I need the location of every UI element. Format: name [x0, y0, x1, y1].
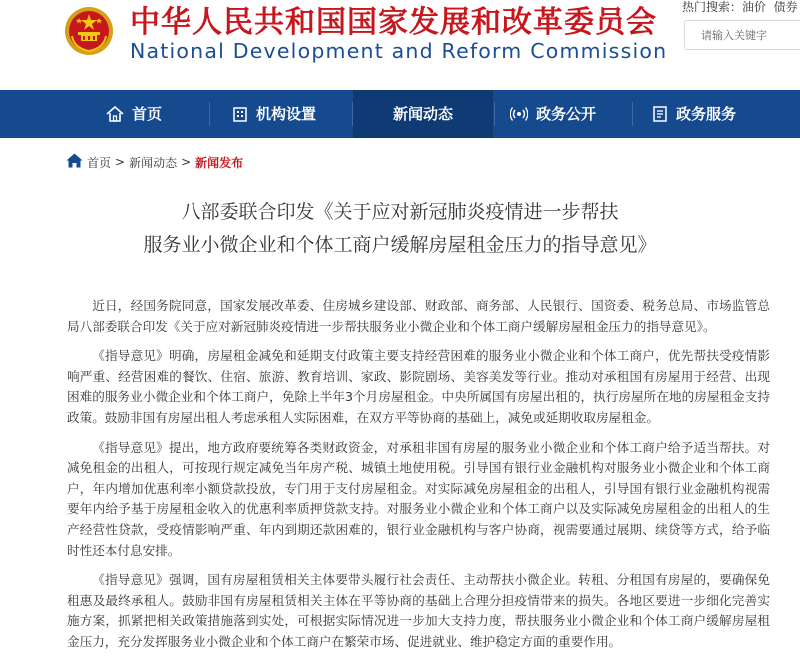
site-title-english[interactable]: National Development and Reform Commission	[130, 39, 668, 63]
article-body	[67, 296, 770, 662]
hot-search	[682, 0, 798, 14]
hot-search-link-oil-price[interactable]: 油价	[742, 0, 767, 14]
nav-item-label: 首页	[132, 105, 163, 123]
article-paragraph: 《指导意见》强调，国有房屋租赁相关主体要带头履行社会责任、主动帮扶小微企业。转租、分租国有房屋的，要确保免租惠及最终承租人。鼓励非国有房屋租赁相关主体在平等协商的基础上合理分担疫情带来的损失。各地区要进一步细化完善实施方案，抓紧把相关政策措施落到实处，可根据实际情况进一步加大支持力度，帮扶服务业小微企业和个体工商户缓解房屋租金压力，充分发挥服务业小微企业和个体工商户在繁荣市场、促进就业、维护稳定方面的重要作用。	[67, 572, 770, 649]
breadcrumb-home[interactable]: 首页	[87, 155, 112, 170]
nav-item-government-services[interactable]	[652, 90, 736, 138]
national-emblem-icon[interactable]	[64, 6, 114, 56]
article-paragraph: 《指导意见》提出，地方政府要统筹各类财政资金，对承租非国有房屋的服务业小微企业和个体工商户给予适当帮扶。对减免租金的出租人，可按现行规定减免当年房产税、城镇土地使用税。引导国有银行业金融机构对服务业小微企业和个体工商户，年内增加优惠利率小额贷款投放，专门用于支付房屋租金。对实际减免房屋租金的出租人，引导国有银行业金融机构视需要年内给予基于房屋租金收入的优惠利率质押贷款支持。对服务业小微企业和个体工商户以及实际减免房屋租金的出租人的生产经营性贷款，受疫情影响严重、年内到期还款困难的，银行业金融机构与客户协商，视需要通过展期、续贷等方式，给予临时性还本付息安排。	[67, 439, 770, 558]
nav-divider	[494, 102, 495, 126]
breadcrumb-current[interactable]: 新闻发布	[195, 155, 244, 170]
broadcast-icon	[510, 106, 528, 122]
nav-item-label: 政务服务	[676, 105, 737, 123]
nav-divider	[632, 102, 633, 126]
building-icon	[232, 106, 248, 122]
breadcrumb-separator: >	[115, 155, 126, 169]
home-icon	[106, 106, 124, 122]
article-paragraph: 近日，经国务院同意，国家发展改革委、住房城乡建设部、财政部、商务部、人民银行、国资委、税务总局、市场监管总局八部委联合印发《关于应对新冠肺炎疫情进一步帮扶服务业小微企业和个体工商户缓解房屋租金压力的指导意见》。	[67, 298, 770, 334]
breadcrumb-separator: >	[181, 155, 192, 169]
nav-item-label: 机构设置	[256, 105, 317, 123]
nav-item-news[interactable]	[353, 90, 493, 138]
article-title-line-1: 八部委联合印发《关于应对新冠肺炎疫情进一步帮扶	[181, 201, 619, 223]
nav-divider	[209, 102, 210, 126]
hot-search-link-bonds[interactable]: 债券	[773, 0, 798, 14]
article-paragraph: 《指导意见》明确，房屋租金减免和延期支付政策主要支持经营困难的服务业小微企业和个体工商户，优先帮扶受疫情影响严重、经营困难的餐饮、住宿、旅游、教育培训、家政、影院剧场、美容美发等行业。推动对承租国有房屋用于经营、出现困难的服务业小微企业和个体工商户，免除上半年3个月房屋租金。中央所属国有房屋出租的，执行房屋所在地的房屋租金支持政策。鼓励非国有房屋出租人考虑承租人实际困难，在双方平等协商的基础上，减免或延期收取房屋租金。	[67, 348, 770, 425]
breadcrumb-news[interactable]: 新闻动态	[129, 155, 178, 170]
site-header	[0, 0, 800, 90]
document-icon	[652, 106, 668, 122]
nav-item-institutions[interactable]	[232, 90, 316, 138]
nav-item-home[interactable]	[106, 90, 162, 138]
search-input[interactable]: 请输入关键字	[684, 20, 800, 50]
main-nav	[0, 90, 800, 138]
site-title-chinese[interactable]: 中华人民共和国国家发展和改革委员会	[130, 5, 657, 40]
nav-item-label: 新闻动态	[392, 105, 453, 123]
article-title-line-2: 服务业小微企业和个体工商户缓解房屋租金压力的指导意见》	[143, 234, 657, 256]
home-icon[interactable]	[66, 153, 83, 171]
nav-item-government-affairs[interactable]	[510, 90, 596, 138]
hot-search-label: 热门搜索：	[682, 0, 743, 14]
breadcrumb	[66, 153, 243, 171]
nav-item-label: 政务公开	[536, 105, 597, 123]
